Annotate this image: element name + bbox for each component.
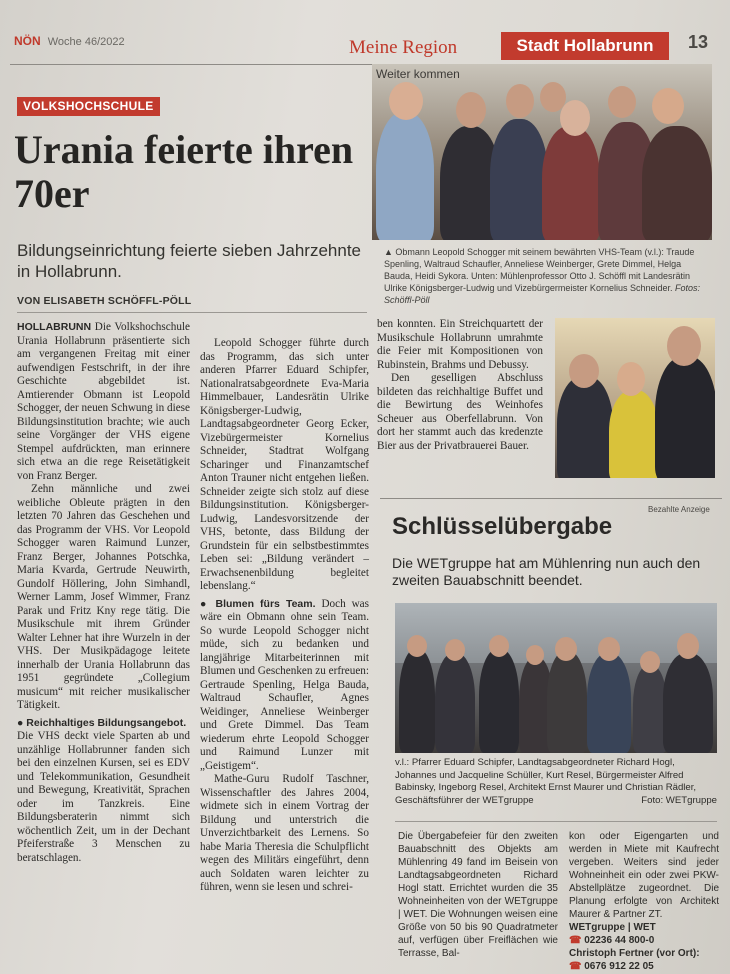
paragraph: Den geselligen Abschluss bildeten das reichhaltige Buffet und die Bewirtung des Weinhofes Scheuer aus Oberfellabrunn. Von dort her stammt auch das kredenzte Bier aus der Privatbrauerei Bauer.: [377, 372, 543, 452]
region-heading: Meine Region: [349, 37, 458, 58]
paragraph: kon oder Eigengarten und werden in Miete mit Kaufrecht vergeben. Weiters sind jeder Wohneinheit ein oder zwei PKW-Abstellplätze zugeordnet. Die Planung erfolgte von Architekt Maurer & Partner ZT.: [569, 831, 719, 920]
person-head: [598, 637, 620, 661]
masthead: [14, 34, 125, 48]
ad-photo-caption: [395, 757, 717, 807]
photo-backdrop-text: Weiter kommen: [376, 67, 460, 81]
phone-icon: ☎: [569, 935, 585, 946]
person-head: [489, 635, 509, 657]
subheading: ● Blumen fürs Team.: [200, 597, 316, 610]
person-head: [640, 651, 660, 673]
person-head: [407, 635, 427, 657]
ad-column-1: Die Übergabefeier für den zweiten Bauabschnitt des Objekts am Mühlenring 49 fand im Beisein von Landtagsabgeordneten Richard Hogl statt. Errichtet wurden die 35 Wohneinheiten von der WETgruppe | WET. Die Wohnungen weisen eine Größe von 50 bis 90 Quadratmeter auf, verfügen über Freiflächen wie Terrasse, Bal-: [398, 831, 558, 959]
ad-title: Schlüsselübergabe: [392, 513, 613, 540]
article-column-3: [377, 318, 543, 453]
paragraph: Zehn männliche und zwei weibliche Obleute prägten in den letzten 70 Jahren das Geschehen und das Programm der VHS. Vor Leopold Schogger waren Raimund Lunzer, Franz Berger, Johannes Potschka, Maria Kvarda, Gertrude Neuwirth, Gundolf Höllering, John Simhandl, Werner Lamm, Josef Wimmer, Franz Parak und Fritz Kny rege tätig. Die Musikschule mit ihrem Gründer Walter Lehner hat ihre Wurzeln in der VHS. Der Musikpädagoge leitete innerhalb der Urania Hollabrunn das 1951 gegründete „Collegium musicum“ mit reicher musikalischer Tätigkeit.: [17, 483, 190, 711]
person-head: [456, 92, 486, 128]
person-shape: [542, 126, 600, 240]
section-banner: Stadt Hollabrunn: [501, 32, 669, 60]
caption-text: v.l.: Pfarrer Eduard Schipfer, Landtagsabgeordneter Richard Hogl, Johannes und Jacqueline Schüller, Kurt Resel, Bürgermeister Alfred Babinsky, Ingeborg Resel, Architekt Ernst Maurer und Christian Rädler, Geschäftsführer der WETgruppe: [395, 757, 697, 806]
paragraph: Die Volkshochschule Urania Hollabrunn präsentierte sich am vergangenen Freitag mit einer aufwendigen Festschrift, in der ihre Geschichte abgebildet ist. Amtierender Obmann ist Leopold Schogger, der neuen Schwung in diese Bildungsinstitution brachte; wie auch seine Vorgänger der VHS eigene Stempel aufdrückten, man erinnere sich etwa an die rege Reisetätigkeit von Franz Berger.: [17, 321, 190, 482]
phone-icon: ☎: [569, 961, 585, 972]
article-kicker: VOLKSHOCHSCHULE: [17, 97, 160, 116]
photo-key-handover: [395, 603, 717, 753]
paragraph: Doch was wäre ein Obmann ohne sein Team. So wurde Leopold Schogger nicht müde, sich zu bedanken und langjährige Mitarbeiterinnen mit Blumen und Geschenken zu erfreuen: Gertraude Spenling, Helga Bauda, Waltraud Schaufler, Agnes Weidinger, Anneliese Weinberger und Grete Dimmel. Das Team wiederum ehrte Leopold Schogger und Raimund Lunzer mit „Geistigem“.: [200, 597, 369, 772]
paragraph: Mathe-Guru Rudolf Taschner, Wissenschaftler des Jahres 2004, widmete sich in einem Vortrag der Bildung und unterstrich die Unverzichtbarkeit des Lernens. So habe Maria Theresia die Schulpflicht wegen des Militärs eingeführt, denn auch Soldaten waren leichter zu führen, wenn sie lesen und schrei-: [200, 773, 369, 893]
person-shape: [655, 356, 715, 478]
person-shape: [587, 653, 631, 753]
photo-guests: [555, 318, 715, 478]
person-head: [506, 84, 534, 118]
subheading: ● Reichhaltiges Bildungsangebot.: [17, 716, 187, 729]
paragraph: ben konnten. Ein Streichquartett der Musikschule Hollabrunn umrahmte die Feier mit Kompositionen von Rubinstein, Brahms und Debussy.: [377, 318, 543, 371]
person-shape: [663, 653, 713, 753]
article-headline: Urania feierte ihren 70er: [14, 127, 354, 216]
contact-person: Christoph Fertner (vor Ort):: [569, 948, 700, 959]
triangle-icon: ▲: [384, 247, 396, 257]
photo-credit: Fotos: Schöffl-Pöll: [384, 283, 701, 305]
person-head: [569, 354, 599, 388]
photo-vhs-team: [372, 64, 712, 240]
person-head: [560, 100, 590, 136]
contact-phone-2: ☎ 0676 912 22 05: [569, 961, 654, 972]
article-subhead: Bildungseinrichtung feierte sieben Jahrzehnte in Hollabrunn.: [17, 241, 362, 281]
paragraph: Die VHS deckt viele Sparten ab und unzählige Hollabrunner fanden sich bei den einzelnen Kursen, sei es EDV und Telekommunikation, Gesundheit und Bewegung, Kreativität, Sprachen oder im Tanzkreis. Eine Bildungsberaterin nimmt sich wöchentlich Zeit, um in der Dechant Pfeiferstraße 3 Menschen zu beratschlagen.: [17, 730, 190, 864]
contact-phone-1: ☎ 02236 44 800-0: [569, 935, 655, 946]
bullet-icon: ●: [200, 597, 216, 610]
article-column-2: [200, 337, 369, 895]
ad-lead: Die WETgruppe hat am Mühlenring nun auch den zweiten Bauabschnitt beendet.: [392, 555, 701, 588]
ad-rule: [395, 821, 717, 822]
person-shape: [557, 376, 613, 478]
person-shape: [376, 112, 434, 240]
page-number: 13: [688, 32, 709, 52]
person-head: [526, 645, 544, 665]
person-shape: [399, 649, 435, 753]
person-head: [445, 639, 465, 661]
person-head: [617, 362, 645, 396]
dateline: HOLLABRUNN: [17, 321, 92, 333]
person-shape: [633, 665, 667, 753]
person-shape: [547, 651, 587, 753]
person-head: [389, 82, 423, 120]
ad-label: Bezahlte Anzeige: [648, 505, 710, 514]
person-shape: [490, 119, 548, 240]
article-byline: VON ELISABETH SCHÖFFL-PÖLL: [17, 295, 192, 307]
byline-rule: [17, 312, 367, 313]
photo-credit: Foto: WETgruppe: [641, 794, 717, 806]
photo-caption: [384, 246, 712, 306]
ad-column-2: [569, 830, 719, 973]
publication-logo: NÖN: [14, 34, 41, 48]
header-rule: [10, 64, 382, 65]
issue-week: Woche 46/2022: [47, 36, 125, 48]
caption-text: Obmann Leopold Schogger mit seinem bewährten VHS-Team (v.l.): Traude Spenling, Waltraud Schaufler, Anneliese Weinberger, Grete Dimmel, Helga Bauda, Heidi Sykora. Unten: Mühlenprofessor Otto J. Schöffl mit Landesrätin Ulrike Königsberger-Ludwig und Vizebürgermeister Kornelius Schneider.: [384, 247, 695, 293]
person-shape: [479, 649, 519, 753]
person-shape: [609, 390, 659, 478]
person-head: [555, 637, 577, 661]
person-head: [652, 88, 684, 124]
person-shape: [435, 653, 475, 753]
person-shape: [642, 126, 712, 240]
paragraph: Leopold Schogger führte durch das Programm, das sich unter anderen Pfarrer Eduard Schipfer, Nationalratsabgeordnete Eva-Maria Himmelbauer, Landesrätin Ulrike Königsberger-Ludwig, Landtagsabgeordneter Georg Ecker, Vizebürgermeister Kornelius Schneider, Stadtrat Wolfgang Scharinger und Finanzamtschef Anton Trauner nicht entgehen ließen. Schneider zeigte sich stolz auf diese Bildungsinstitution. Königsberger-Ludwig, Landesvorsitzende der VHS, betonte, dass Bildung der Grundstein für ein selbstbestimmtes Leben sei: „Bildung verändert – Erwachsenenbildung begleitet lebenslang.“: [200, 337, 369, 592]
person-head: [677, 633, 699, 659]
contact-company: WETgruppe | WET: [569, 922, 656, 933]
person-head: [667, 326, 701, 366]
person-head: [608, 86, 636, 118]
article-column-1: [17, 321, 190, 865]
bullet-icon: ●: [17, 716, 27, 729]
